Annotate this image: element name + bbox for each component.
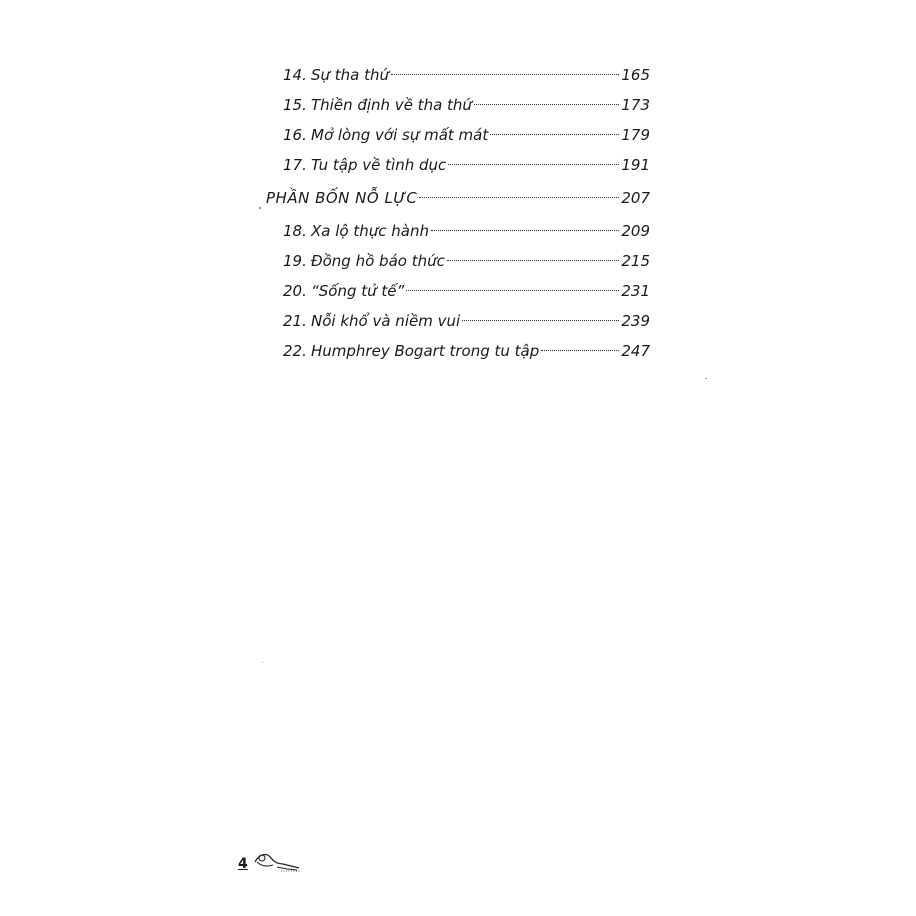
- toc-entry-number: 20.: [283, 282, 307, 300]
- toc-entry[interactable]: [266, 216, 650, 246]
- toc-entry-title: Humphrey Bogart trong tu tập: [311, 342, 540, 360]
- toc-entry-title: Nỗi khổ và niềm vui: [311, 312, 461, 330]
- toc-entry[interactable]: [266, 306, 650, 336]
- toc-entry-title: Mở lòng với sự mất mát: [311, 126, 489, 144]
- toc-entry-number: 22.: [283, 342, 307, 360]
- toc-entry-title: Sự tha thứ: [311, 66, 390, 84]
- toc-entry[interactable]: [266, 120, 650, 150]
- toc-entry-title: Tu tập về tình dục: [311, 156, 447, 174]
- toc-entry-number: 18.: [283, 222, 307, 240]
- toc-entry-page: 239: [621, 312, 650, 330]
- toc-entry[interactable]: [266, 60, 650, 90]
- toc-entry[interactable]: [266, 150, 650, 180]
- dot-leader: [447, 260, 620, 261]
- toc-entry-page: 231: [621, 282, 650, 300]
- toc-entry[interactable]: [266, 276, 650, 306]
- print-speck: [262, 662, 263, 663]
- toc-entry-page: 247: [621, 342, 650, 360]
- print-speck: [705, 378, 707, 379]
- dot-leader: [474, 104, 619, 105]
- dot-leader: [490, 134, 619, 135]
- toc-entry-number: 19.: [283, 252, 307, 270]
- toc-entry-number: 16.: [283, 126, 307, 144]
- toc-entry-title: Thiền định về tha thứ: [311, 96, 472, 114]
- page-footer: [238, 850, 303, 878]
- toc-entry-page: 173: [621, 96, 650, 114]
- dot-leader: [448, 164, 619, 165]
- toc-entry-number: 21.: [283, 312, 307, 330]
- toc-part-heading[interactable]: [266, 183, 650, 213]
- reclining-figure-icon: [251, 850, 303, 878]
- toc-part-title: PHẦN BỐN NỖ LỰC: [266, 189, 418, 207]
- toc-entry-page: 165: [621, 66, 650, 84]
- toc-entry-title: Đồng hồ báo thức: [311, 252, 445, 270]
- toc-entry-page: 215: [621, 252, 650, 270]
- toc-entry-page: 191: [621, 156, 650, 174]
- toc-entry[interactable]: [266, 90, 650, 120]
- dot-leader: [406, 290, 619, 291]
- toc-entry-number: 15.: [283, 96, 307, 114]
- print-speck: [259, 207, 261, 209]
- table-of-contents: [266, 60, 650, 366]
- dot-leader: [541, 350, 619, 351]
- toc-part-page: 207: [621, 189, 650, 207]
- toc-entry[interactable]: [266, 336, 650, 366]
- toc-entry-number: 17.: [283, 156, 307, 174]
- toc-entry-page: 179: [621, 126, 650, 144]
- dot-leader: [431, 230, 619, 231]
- toc-entry-title: Xa lộ thực hành: [311, 222, 429, 240]
- toc-entry-title: “Sống tử tế”: [311, 282, 405, 300]
- toc-entry[interactable]: [266, 246, 650, 276]
- dot-leader: [391, 74, 619, 75]
- page-number: 4: [238, 856, 248, 872]
- dot-leader: [462, 320, 619, 321]
- dot-leader: [419, 197, 619, 198]
- toc-entry-page: 209: [621, 222, 650, 240]
- toc-entry-number: 14.: [283, 66, 307, 84]
